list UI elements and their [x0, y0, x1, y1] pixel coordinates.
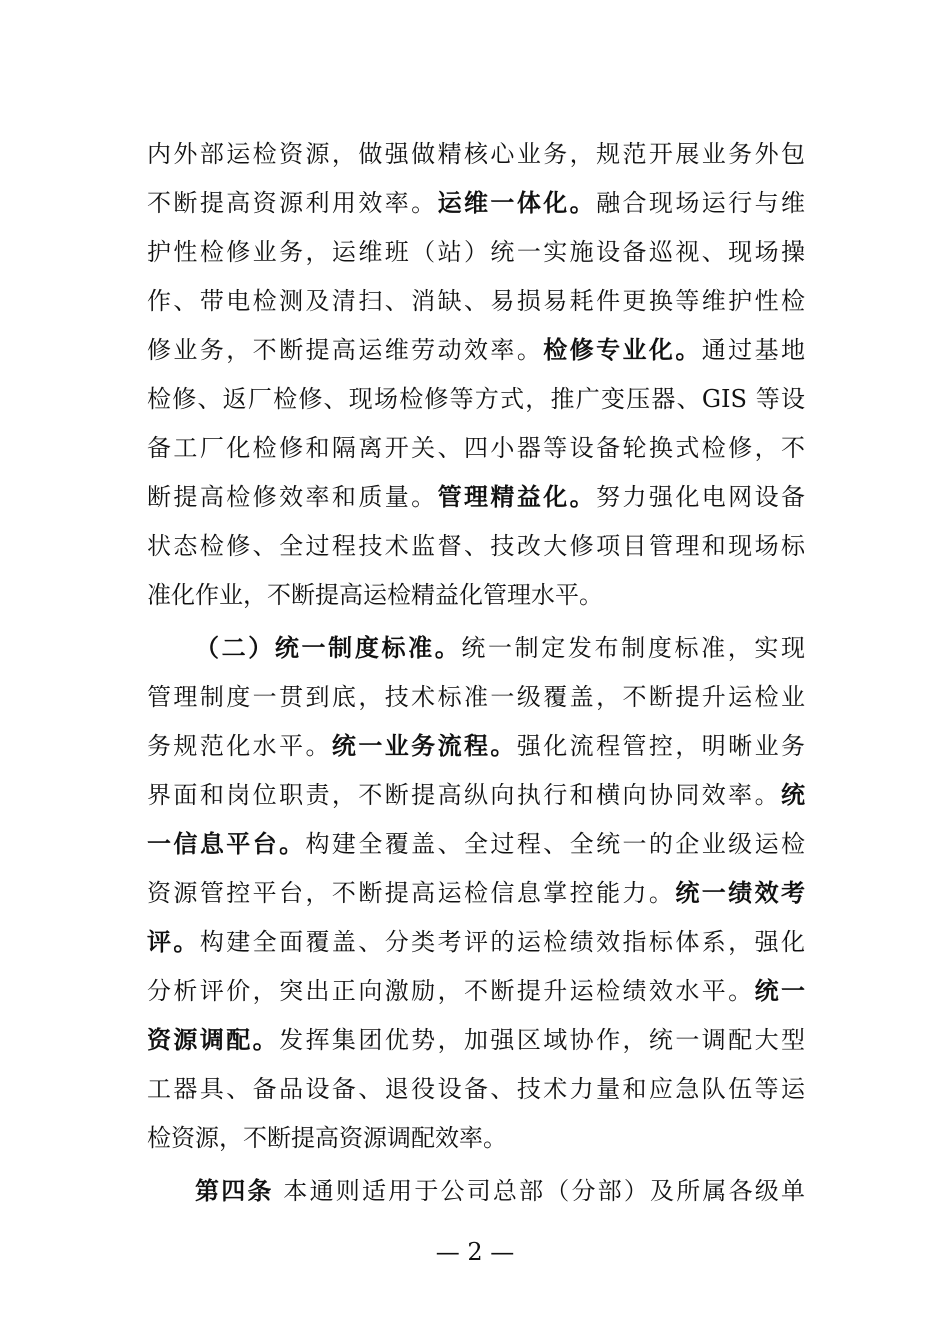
text-run: 工器具、备品设备、退役设备、技术力量和应急队伍等运	[147, 1075, 805, 1103]
body-line	[147, 521, 805, 571]
body-line	[147, 917, 805, 967]
body-line	[147, 1113, 805, 1163]
page-number: — 2 —	[435, 1238, 515, 1266]
text-run: 努力强化电网设备	[596, 483, 806, 511]
bold-run: 统	[781, 780, 805, 809]
bold-run: 统一业务流程。	[331, 731, 517, 760]
body-line	[147, 1064, 805, 1114]
text-run: 发挥集团优势，加强区域协作，统一调配大型	[279, 1026, 806, 1054]
bold-run: 一信息平台。	[147, 829, 306, 858]
text-run: 检资源，不断提高资源调配效率。	[147, 1124, 507, 1152]
body-line	[147, 472, 805, 522]
bold-run: 评。	[147, 927, 200, 956]
body-line	[147, 672, 805, 722]
body-line	[147, 423, 805, 473]
text-run: 管理制度一贯到底，技术标准一级覆盖，不断提升运检业	[147, 683, 805, 711]
text-run: 备工厂化检修和隔离开关、四小器等设备轮换式检修，不	[147, 434, 805, 462]
body-line	[147, 770, 805, 820]
bold-run: 管理精益化。	[437, 482, 597, 511]
text-run: 界面和岗位职责，不断提高纵向执行和横向协同效率。	[147, 781, 781, 809]
body-line	[147, 325, 805, 375]
body-line	[147, 276, 805, 326]
text-run: 构建全面覆盖、分类考评的运检绩效指标体系，强化	[199, 928, 806, 956]
bold-run: 统一	[754, 976, 806, 1005]
text-run: 修业务，不断提高运维劳动效率。	[147, 336, 544, 364]
bold-run: （二）统一制度标准。	[195, 633, 462, 662]
article-line	[195, 1166, 805, 1216]
text-run: 本通则适用于公司总部（分部）及所属各级单	[273, 1177, 805, 1205]
body-line	[147, 819, 805, 869]
text-run: 断提高检修效率和质量。	[147, 483, 438, 511]
bold-run: 资源调配。	[147, 1025, 280, 1054]
body-line	[147, 868, 805, 918]
body-line	[147, 178, 805, 228]
bold-run: 第四条	[195, 1176, 274, 1205]
bold-run: 统一绩效考	[675, 878, 806, 907]
text-run: 务规范化水平。	[147, 732, 332, 760]
body-line	[147, 129, 805, 179]
text-run: 融合现场运行与维	[596, 189, 806, 217]
text-run: 状态检修、全过程技术监督、技改大修项目管理和现场标	[147, 532, 805, 560]
text-run: 统一制定发布制度标准，实现	[461, 634, 806, 662]
text-run: 护性检修业务，运维班（站）统一实施设备巡视、现场操	[147, 238, 805, 266]
text-run: 准化作业，不断提高运检精益化管理水平。	[147, 581, 603, 609]
text-run: 不断提高资源利用效率。	[147, 189, 438, 217]
text-run: 构建全覆盖、全过程、全统一的企业级运检	[305, 830, 805, 858]
body-line	[147, 374, 805, 424]
body-line	[147, 966, 805, 1016]
bold-run: 检修专业化。	[543, 335, 702, 364]
text-run: 强化流程管控，明晰业务	[516, 732, 806, 760]
text-run: 作、带电检测及清扫、消缺、易损易耗件更换等维护性检	[147, 287, 805, 315]
text-run: 检修、返厂检修、现场检修等方式，推广变压器、GIS 等设	[147, 385, 805, 413]
body-line	[147, 1015, 805, 1065]
body-line	[147, 227, 805, 277]
body-line	[147, 570, 805, 620]
text-run: 通过基地	[701, 336, 805, 364]
text-run: 内外部运检资源，做强做精核心业务，规范开展业务外包	[147, 140, 805, 168]
bold-run: 运维一体化。	[437, 188, 597, 217]
text-run: 分析评价，突出正向激励，不断提升运检绩效水平。	[147, 977, 755, 1005]
body-line	[147, 721, 805, 771]
text-run: 资源管控平台，不断提高运检信息掌控能力。	[147, 879, 676, 907]
section-heading-line	[195, 623, 805, 673]
